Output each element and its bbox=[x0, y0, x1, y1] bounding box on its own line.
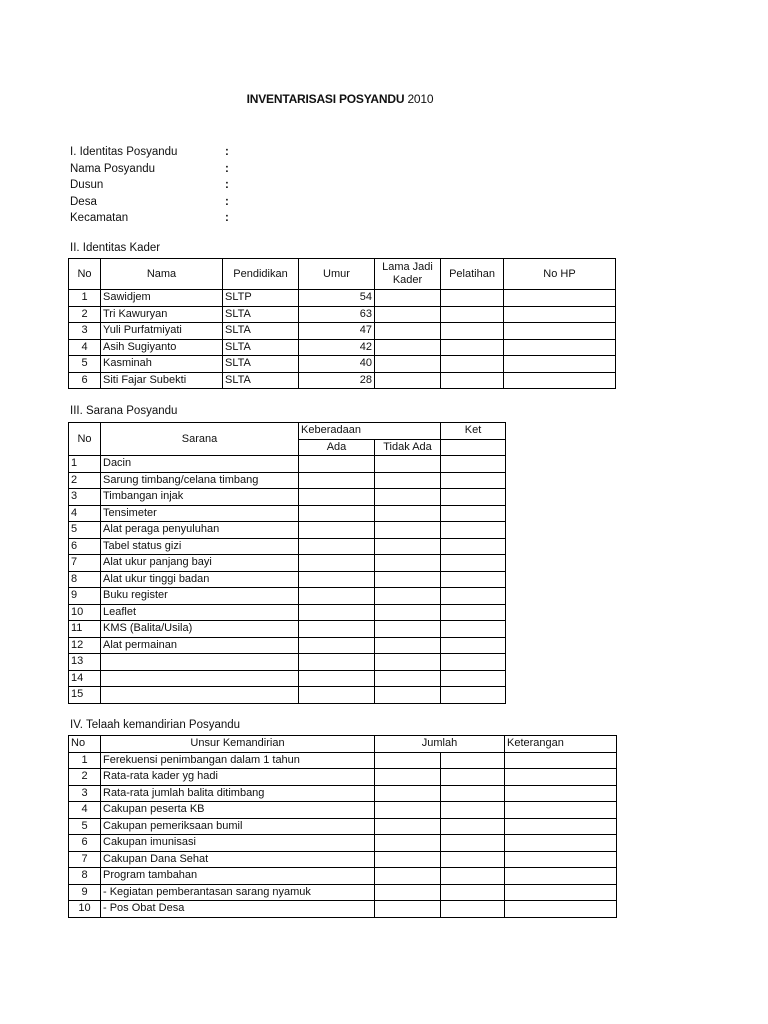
cell-sarana: KMS (Balita/Usila) bbox=[101, 621, 299, 638]
cell-umur: 47 bbox=[299, 323, 375, 340]
cell-no: 3 bbox=[69, 323, 101, 340]
identity-colon: : bbox=[225, 212, 229, 224]
cell-no: 12 bbox=[69, 637, 101, 654]
cell-tidak-ada bbox=[375, 456, 441, 473]
cell-jumlah-b bbox=[441, 818, 505, 835]
cell-ket bbox=[441, 604, 506, 621]
cell-umur: 54 bbox=[299, 290, 375, 307]
identity-colon: : bbox=[225, 195, 229, 208]
cell-ket bbox=[441, 505, 506, 522]
identity-colon: : bbox=[225, 179, 229, 191]
kader-table bbox=[68, 258, 616, 389]
kemandirian-header-row bbox=[69, 736, 617, 753]
cell-no: 15 bbox=[69, 687, 101, 704]
cell-sarana: Alat permainan bbox=[101, 637, 299, 654]
header-no: No bbox=[69, 259, 101, 290]
cell-no: 5 bbox=[69, 818, 101, 835]
cell-tidak-ada bbox=[375, 505, 441, 522]
cell-no: 9 bbox=[69, 588, 101, 605]
table-row bbox=[69, 752, 617, 769]
table-row bbox=[69, 637, 506, 654]
cell-tidak-ada bbox=[375, 637, 441, 654]
cell-pelatihan bbox=[441, 372, 504, 389]
cell-no: 10 bbox=[69, 604, 101, 621]
cell-jumlah-a bbox=[375, 868, 441, 885]
table-row bbox=[69, 621, 506, 638]
cell-umur: 42 bbox=[299, 339, 375, 356]
cell-ada bbox=[299, 604, 375, 621]
cell-sarana: Dacin bbox=[101, 456, 299, 473]
cell-ada bbox=[299, 505, 375, 522]
cell-no: 1 bbox=[69, 456, 101, 473]
table-row bbox=[69, 323, 616, 340]
header-pendidikan: Pendidikan bbox=[223, 259, 299, 290]
table-row bbox=[69, 654, 506, 671]
cell-keterangan bbox=[505, 818, 617, 835]
cell-no: 8 bbox=[69, 571, 101, 588]
cell-no: 3 bbox=[69, 489, 101, 506]
table-row bbox=[69, 851, 617, 868]
cell-ada bbox=[299, 637, 375, 654]
cell-ada bbox=[299, 588, 375, 605]
title-main: INVENTARISASI POSYANDU bbox=[246, 92, 405, 106]
header-umur: Umur bbox=[299, 259, 375, 290]
cell-sarana: Alat ukur panjang bayi bbox=[101, 555, 299, 572]
table-row bbox=[69, 456, 506, 473]
table-row bbox=[69, 802, 617, 819]
cell-nama: Siti Fajar Subekti bbox=[101, 372, 223, 389]
cell-unsur: Ferekuensi penimbangan dalam 1 tahun bbox=[101, 752, 375, 769]
cell-keterangan bbox=[505, 769, 617, 786]
cell-ket bbox=[441, 522, 506, 539]
cell-sarana: Leaflet bbox=[101, 604, 299, 621]
cell-lama bbox=[375, 356, 441, 373]
cell-ket bbox=[441, 588, 506, 605]
cell-keterangan bbox=[505, 835, 617, 852]
identity-label: Desa bbox=[70, 195, 97, 208]
cell-no: 3 bbox=[69, 785, 101, 802]
table-row bbox=[69, 818, 617, 835]
cell-no: 2 bbox=[69, 306, 101, 323]
cell-pelatihan bbox=[441, 306, 504, 323]
cell-ada bbox=[299, 489, 375, 506]
cell-ada bbox=[299, 522, 375, 539]
identity-label: I. Identitas Posyandu bbox=[70, 146, 178, 158]
cell-ket bbox=[441, 621, 506, 638]
cell-pendidikan: SLTA bbox=[223, 323, 299, 340]
identity-row bbox=[70, 210, 270, 227]
table-row bbox=[69, 884, 617, 901]
cell-ada bbox=[299, 621, 375, 638]
cell-keterangan bbox=[505, 785, 617, 802]
cell-unsur: Cakupan peserta KB bbox=[101, 802, 375, 819]
cell-sarana: Sarung timbang/celana timbang bbox=[101, 472, 299, 489]
table-row bbox=[69, 489, 506, 506]
header-ada: Ada bbox=[299, 439, 375, 456]
cell-unsur: - Pos Obat Desa bbox=[101, 901, 375, 918]
cell-unsur: Program tambahan bbox=[101, 868, 375, 885]
cell-ada bbox=[299, 538, 375, 555]
table-row bbox=[69, 670, 506, 687]
cell-ket bbox=[441, 472, 506, 489]
identity-label: Kecamatan bbox=[70, 212, 129, 224]
cell-ket bbox=[441, 489, 506, 506]
cell-no: 4 bbox=[69, 505, 101, 522]
cell-ket bbox=[441, 670, 506, 687]
cell-nohp bbox=[504, 290, 616, 307]
cell-ada bbox=[299, 456, 375, 473]
cell-no: 14 bbox=[69, 670, 101, 687]
cell-umur: 63 bbox=[299, 306, 375, 323]
table-row bbox=[69, 868, 617, 885]
cell-jumlah-b bbox=[441, 752, 505, 769]
cell-no: 2 bbox=[69, 769, 101, 786]
table-row bbox=[69, 356, 616, 373]
cell-tidak-ada bbox=[375, 538, 441, 555]
table-row bbox=[69, 604, 506, 621]
cell-sarana: Tensimeter bbox=[101, 505, 299, 522]
cell-ada bbox=[299, 571, 375, 588]
identity-row bbox=[70, 144, 270, 161]
header-lama-line1: Lama Jadi bbox=[382, 261, 433, 273]
cell-sarana: Tabel status gizi bbox=[101, 538, 299, 555]
cell-no: 1 bbox=[69, 290, 101, 307]
cell-jumlah-b bbox=[441, 769, 505, 786]
cell-lama bbox=[375, 306, 441, 323]
cell-keterangan bbox=[505, 884, 617, 901]
cell-tidak-ada bbox=[375, 621, 441, 638]
cell-lama bbox=[375, 339, 441, 356]
table-row bbox=[69, 769, 617, 786]
cell-lama bbox=[375, 323, 441, 340]
cell-pelatihan bbox=[441, 356, 504, 373]
cell-no: 7 bbox=[69, 555, 101, 572]
identity-label: Nama Posyandu bbox=[70, 162, 156, 175]
cell-jumlah-b bbox=[441, 785, 505, 802]
cell-nohp bbox=[504, 356, 616, 373]
cell-tidak-ada bbox=[375, 489, 441, 506]
cell-lama bbox=[375, 290, 441, 307]
sarana-table bbox=[68, 422, 506, 704]
cell-nama: Yuli Purfatmiyati bbox=[101, 323, 223, 340]
cell-no: 11 bbox=[69, 621, 101, 638]
cell-sarana: Buku register bbox=[101, 588, 299, 605]
header-sarana: Sarana bbox=[101, 423, 299, 456]
cell-sarana: Alat peraga penyuluhan bbox=[101, 522, 299, 539]
cell-ket bbox=[441, 555, 506, 572]
table-row bbox=[69, 588, 506, 605]
section-kader-label: II. Identitas Kader bbox=[70, 242, 161, 254]
cell-sarana: Alat ukur tinggi badan bbox=[101, 571, 299, 588]
cell-jumlah-b bbox=[441, 868, 505, 885]
identity-row bbox=[70, 194, 270, 211]
cell-umur: 28 bbox=[299, 372, 375, 389]
cell-pendidikan: SLTP bbox=[223, 290, 299, 307]
cell-ada bbox=[299, 472, 375, 489]
cell-pendidikan: SLTA bbox=[223, 356, 299, 373]
cell-ket bbox=[441, 687, 506, 704]
cell-jumlah-a bbox=[375, 769, 441, 786]
table-row bbox=[69, 472, 506, 489]
cell-pendidikan: SLTA bbox=[223, 372, 299, 389]
table-row bbox=[69, 505, 506, 522]
cell-pelatihan bbox=[441, 339, 504, 356]
cell-jumlah-a bbox=[375, 818, 441, 835]
cell-jumlah-a bbox=[375, 802, 441, 819]
cell-no: 6 bbox=[69, 372, 101, 389]
sarana-header-row bbox=[69, 423, 506, 440]
cell-no: 10 bbox=[69, 901, 101, 918]
header-ket-blank bbox=[441, 439, 506, 456]
table-row bbox=[69, 372, 616, 389]
cell-sarana bbox=[101, 670, 299, 687]
cell-pendidikan: SLTA bbox=[223, 339, 299, 356]
cell-pelatihan bbox=[441, 290, 504, 307]
cell-ket bbox=[441, 571, 506, 588]
cell-jumlah-a bbox=[375, 851, 441, 868]
cell-no: 6 bbox=[69, 835, 101, 852]
cell-keterangan bbox=[505, 802, 617, 819]
table-row bbox=[69, 538, 506, 555]
cell-ket bbox=[441, 637, 506, 654]
table-row bbox=[69, 835, 617, 852]
section-kemandirian-label: IV. Telaah kemandirian Posyandu bbox=[70, 719, 241, 731]
cell-nohp bbox=[504, 372, 616, 389]
page-title bbox=[0, 92, 680, 106]
cell-keterangan bbox=[505, 851, 617, 868]
section-sarana-label: III. Sarana Posyandu bbox=[70, 405, 178, 417]
cell-jumlah-b bbox=[441, 835, 505, 852]
cell-jumlah-a bbox=[375, 884, 441, 901]
cell-jumlah-a bbox=[375, 752, 441, 769]
cell-ada bbox=[299, 687, 375, 704]
cell-tidak-ada bbox=[375, 472, 441, 489]
identity-row bbox=[70, 161, 270, 178]
table-row bbox=[69, 785, 617, 802]
cell-jumlah-a bbox=[375, 901, 441, 918]
cell-no: 13 bbox=[69, 654, 101, 671]
identity-block bbox=[70, 144, 270, 227]
cell-pelatihan bbox=[441, 323, 504, 340]
cell-ket bbox=[441, 538, 506, 555]
cell-ket bbox=[441, 654, 506, 671]
table-row bbox=[69, 290, 616, 307]
cell-ada bbox=[299, 670, 375, 687]
header-unsur: Unsur Kemandirian bbox=[101, 736, 375, 753]
table-row bbox=[69, 306, 616, 323]
cell-no: 4 bbox=[69, 339, 101, 356]
cell-no: 4 bbox=[69, 802, 101, 819]
identity-colon: : bbox=[225, 162, 229, 175]
cell-jumlah-b bbox=[441, 802, 505, 819]
cell-unsur: - Kegiatan pemberantasan sarang nyamuk bbox=[101, 884, 375, 901]
identity-colon: : bbox=[225, 146, 229, 158]
cell-tidak-ada bbox=[375, 555, 441, 572]
cell-keterangan bbox=[505, 752, 617, 769]
cell-no: 5 bbox=[69, 356, 101, 373]
cell-jumlah-b bbox=[441, 851, 505, 868]
cell-no: 8 bbox=[69, 868, 101, 885]
table-row bbox=[69, 571, 506, 588]
cell-jumlah-b bbox=[441, 884, 505, 901]
cell-unsur: Cakupan imunisasi bbox=[101, 835, 375, 852]
kemandirian-table bbox=[68, 735, 617, 918]
cell-nohp bbox=[504, 323, 616, 340]
cell-unsur: Rata-rata kader yg hadi bbox=[101, 769, 375, 786]
cell-lama bbox=[375, 372, 441, 389]
cell-sarana bbox=[101, 687, 299, 704]
cell-no: 7 bbox=[69, 851, 101, 868]
cell-no: 6 bbox=[69, 538, 101, 555]
cell-unsur: Cakupan pemeriksaan bumil bbox=[101, 818, 375, 835]
cell-ket bbox=[441, 456, 506, 473]
cell-nama: Sawidjem bbox=[101, 290, 223, 307]
cell-tidak-ada bbox=[375, 604, 441, 621]
header-nohp: No HP bbox=[504, 259, 616, 290]
cell-tidak-ada bbox=[375, 670, 441, 687]
cell-ada bbox=[299, 555, 375, 572]
header-keberadaan: Keberadaan bbox=[299, 423, 441, 440]
table-row bbox=[69, 555, 506, 572]
cell-keterangan bbox=[505, 901, 617, 918]
cell-jumlah-b bbox=[441, 901, 505, 918]
cell-nama: Kasminah bbox=[101, 356, 223, 373]
identity-row bbox=[70, 177, 270, 194]
header-tidak-ada: Tidak Ada bbox=[375, 439, 441, 456]
cell-jumlah-a bbox=[375, 785, 441, 802]
cell-tidak-ada bbox=[375, 687, 441, 704]
cell-no: 9 bbox=[69, 884, 101, 901]
cell-nama: Tri Kawuryan bbox=[101, 306, 223, 323]
cell-tidak-ada bbox=[375, 522, 441, 539]
cell-nohp bbox=[504, 339, 616, 356]
cell-unsur: Cakupan Dana Sehat bbox=[101, 851, 375, 868]
cell-nohp bbox=[504, 306, 616, 323]
cell-unsur: Rata-rata jumlah balita ditimbang bbox=[101, 785, 375, 802]
header-pelatihan: Pelatihan bbox=[441, 259, 504, 290]
header-ket: Ket bbox=[441, 423, 506, 440]
header-no: No bbox=[69, 423, 101, 456]
header-jumlah: Jumlah bbox=[375, 736, 505, 753]
cell-tidak-ada bbox=[375, 571, 441, 588]
header-keterangan: Keterangan bbox=[505, 736, 617, 753]
cell-jumlah-a bbox=[375, 835, 441, 852]
kader-header-row bbox=[69, 259, 616, 290]
cell-no: 1 bbox=[69, 752, 101, 769]
cell-sarana: Timbangan injak bbox=[101, 489, 299, 506]
header-no: No bbox=[69, 736, 101, 753]
cell-no: 2 bbox=[69, 472, 101, 489]
cell-no: 5 bbox=[69, 522, 101, 539]
identity-label: Dusun bbox=[70, 179, 104, 191]
table-row bbox=[69, 339, 616, 356]
table-row bbox=[69, 522, 506, 539]
title-year: 2010 bbox=[407, 92, 434, 106]
header-lama-line2: Kader bbox=[392, 274, 423, 286]
header-lama-jadi-kader bbox=[375, 259, 441, 290]
table-row bbox=[69, 901, 617, 918]
cell-ada bbox=[299, 654, 375, 671]
cell-umur: 40 bbox=[299, 356, 375, 373]
cell-pendidikan: SLTA bbox=[223, 306, 299, 323]
cell-tidak-ada bbox=[375, 588, 441, 605]
cell-nama: Asih Sugiyanto bbox=[101, 339, 223, 356]
cell-keterangan bbox=[505, 868, 617, 885]
cell-tidak-ada bbox=[375, 654, 441, 671]
table-row bbox=[69, 687, 506, 704]
header-nama: Nama bbox=[101, 259, 223, 290]
cell-sarana bbox=[101, 654, 299, 671]
